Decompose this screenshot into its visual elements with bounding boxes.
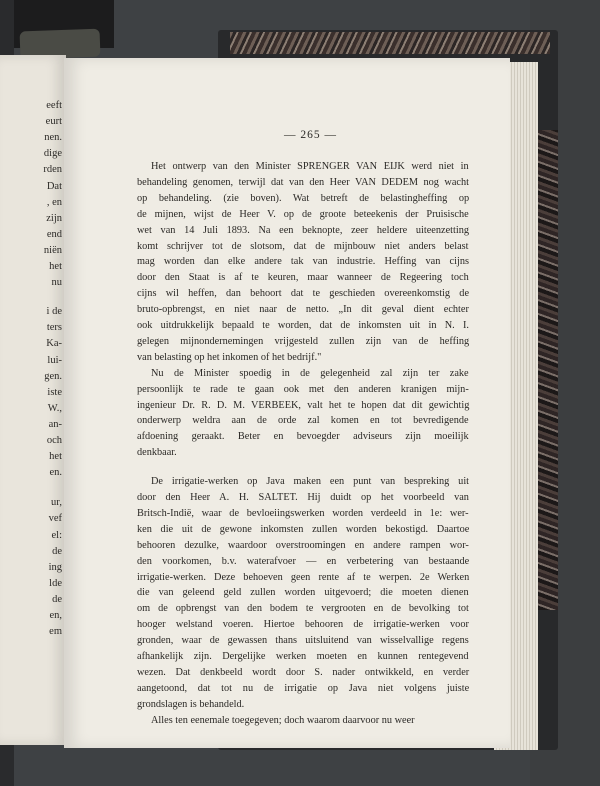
left-page-fragment: dige [43,148,62,160]
left-page-fragment: rden [43,164,62,176]
text-line: Alles ten eenemale toegegeven; doch waarom daarvoor nu weer [151,714,415,726]
left-page-fragment: nu [51,277,62,289]
text-line: De irrigatie-werken op Java maken een punt van bespreking uit [151,476,470,488]
left-page-fragment: iste [47,386,62,398]
text-line: mag worden dan elke andere tak van industrie. Heffing van cijns [137,256,470,268]
left-page-fragment: lde [49,577,62,589]
text-line: Nu de Minister spoedig in de gelegenheid zal zijn ter zake [151,367,469,379]
text-line: aangetoond, dat tot nu de irrigatie op Java niet volgens juiste [137,682,470,694]
text-line: afhankelijk zijn. Dergelijke werken moeten en kunnen rentegevend [137,651,469,662]
left-page-fragment: en, [49,610,62,621]
left-page-fragment: vef [48,513,62,525]
left-page-fragment: el: [51,529,62,541]
left-page-fragment: i de [46,306,62,318]
left-page-fragment: zijn [46,212,62,224]
text-line: door den Staat is af te keuren, maar wanneer de Regeering toch [137,272,469,284]
left-page-fragment: gen. [44,370,62,382]
text-line: wet van 14 Juli 1893. Na een beknopte, zeer heldere uiteenzetting [137,224,470,236]
text-line: ken die uit de gewone inkomsten zullen worden bekostigd. Daartoe [137,523,470,535]
text-line: behandeling genomen, terwijl dat van den Heer VAN DEDEM nog wacht [137,176,470,188]
left-page-fragment: eurt [45,116,62,128]
left-page-fragment: de [52,593,62,605]
left-page-fragment: em [49,626,62,638]
text-line: de mijnen, wijst de Heer V. op de groote beteekenis der Pruisische [137,208,469,220]
left-page-fragment: an- [48,418,62,430]
right-page [64,58,510,748]
text-line: op behandeling. (zie boven). Wat betreft de belastingheffing op [137,192,470,204]
text-line: komt schrijver tot de slotsom, dat de mijnbouw niet anders belast [137,240,469,252]
text-line: irrigatie-werken. Deze behoeven geen rente af te werpen. 2e Werken [137,571,470,583]
text-line: ingenieur Dr. R. D. M. VERBEEK, valt het te hopen dat dit gewichtig [137,399,470,411]
text-line: denkbaar. [137,447,177,459]
text-line: den voorkomen, b.v. waterafvoer — en verbetering van bestaande [137,555,470,567]
text-line: onderwerp weldra aan de orde zal komen en tot bevredigende [137,415,469,427]
text-line: door den Heer A. H. SALTET. Hij duidt op het voorbeeld van [137,492,469,503]
text-line: grondslagen is behandeld. [137,698,245,710]
text-line: om de opbrengst van den bodem te vergrooten en de bevolking tot [137,603,469,615]
left-page-fragment: Ka- [46,338,62,350]
text-line: Britsch-Indië, waar de bevloeiingswerken worden verdeeld in 1e: wer- [137,507,469,519]
text-line: die van geleend geld zullen worden uitgevoerd; die moeten dienen [137,587,469,599]
text-line: gronden, waar de gewassen thans uitsluitend van wisselvallige regens [137,635,469,647]
left-page-fragment: ters [46,322,62,334]
text-line: Het ontwerp van den Minister SPRENGER VAN EIJK werd niet in [151,161,469,172]
text-line: gelegen mijnondernemingen vrijgesteld zullen zijn van de heffing [137,335,470,347]
left-page-fragment: , en [46,196,62,208]
text-line: bruto-opbrengst, en niet naar de netto. „In dit geval dient echter [137,304,469,316]
text-line: behooren dezulke, waardoor overstroomingen en andere rampen wor- [137,539,469,551]
text-line: cijns wil heffen, dan behoort dat te geschieden overeenkomstig de [137,288,470,300]
left-page-fragment: ing [48,561,62,573]
left-page-fragment: niën [43,244,62,256]
left-page-fragment: Dat [46,180,62,192]
text-line: wezen. Dat denkbeeld wordt door S. nader ontwikkeld, en verder [137,666,470,678]
text-line: afdoening geraakt. Beter en bevoegder adviseurs zijn moeilijk [137,431,469,443]
text-line: persoonlijk te rade te gaan ook met den anderen kranigen mijn- [137,383,469,395]
left-page [0,55,66,745]
left-page-fragment: eeft [46,100,62,111]
left-page-fragment: de [52,545,62,557]
marbled-board-top [230,32,550,54]
left-page-fragment: lui- [47,354,62,366]
left-page-fragment: het [49,451,62,463]
left-page-fragment: end [46,228,62,240]
left-page-fragment: och [46,435,62,446]
left-page-fragment: W., [47,402,62,414]
left-page-fragment: ur, [51,497,62,509]
left-page-fragment: het [49,261,62,272]
left-page-fragment: nen. [44,132,62,144]
page-number: — 265 — [284,129,337,141]
text-line: hooger welstand voeren. Hiertoe behooren de irrigatie-werken voor [137,619,469,631]
text-line: van belasting op het inkomen of het bedrijf." [137,351,322,363]
text-line: ook uitdrukkelijk bepaald te worden, dat de inkomsten uit in N. I. [137,320,469,331]
left-page-fragment: en. [49,467,62,479]
